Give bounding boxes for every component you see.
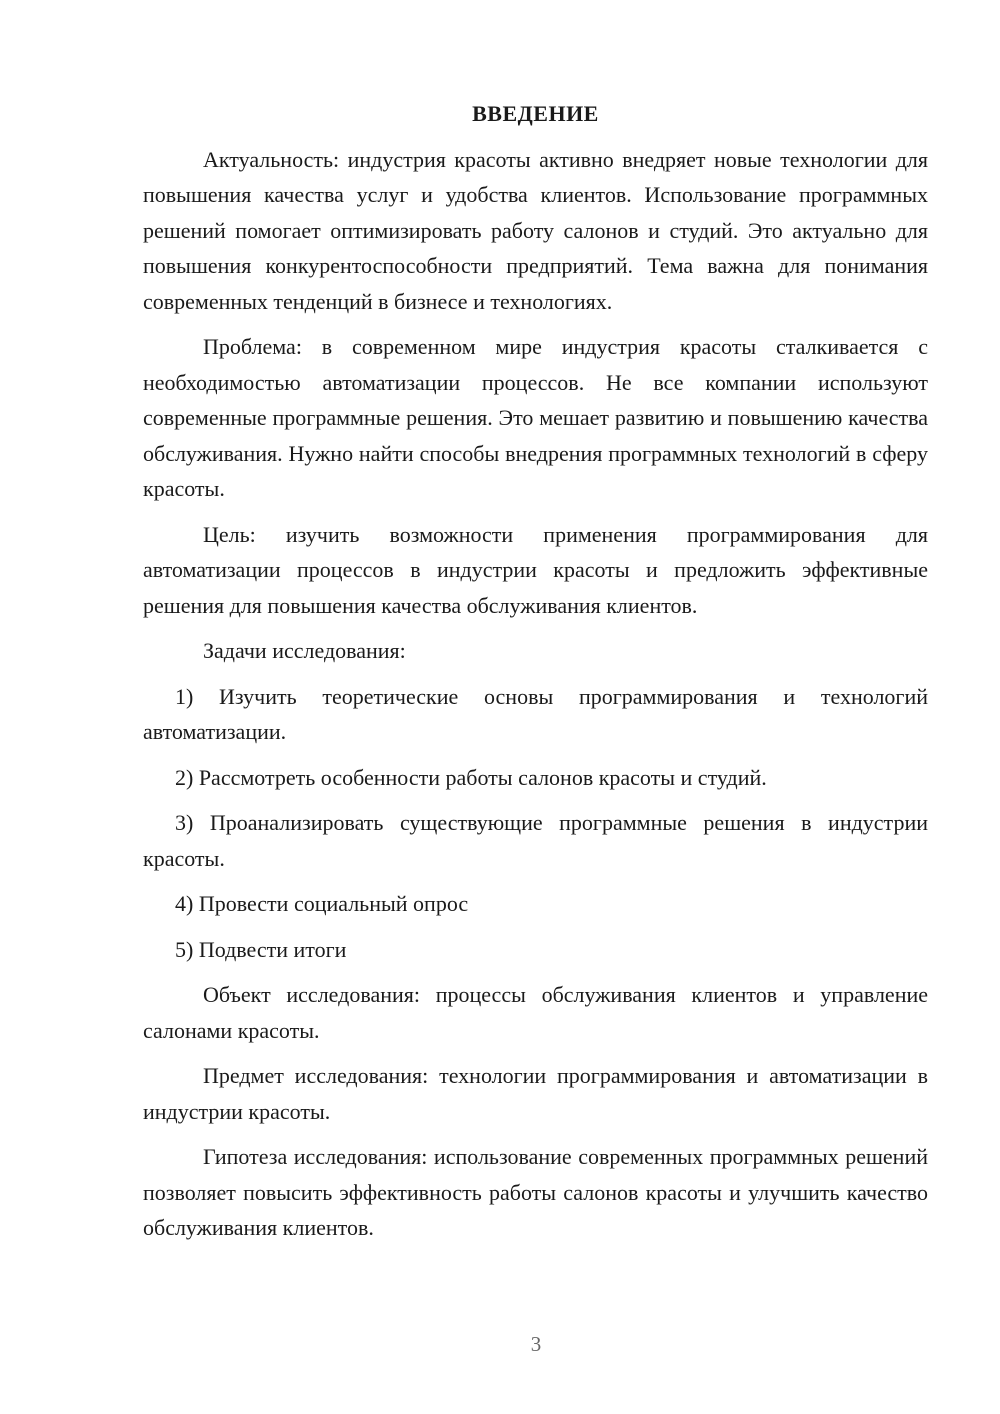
page-number: 3 [530, 1332, 542, 1356]
list-item: 3) Проанализировать существующие программные решения в индустрии красоты. [143, 810, 928, 871]
list-item: 2) Рассмотреть особенности работы салонов красоты и студий. [175, 764, 767, 790]
paragraph-problem: Проблема: в современном мире индустрия красоты сталкивается с необходимостью автоматизации процессов. Не все компании используют современные программные решения. Это мешает развитию и повышению качества обслуживания. Нужно найти способы внедрения программных технологий в сферу красоты. [143, 334, 928, 501]
list-item: 5) Подвести итоги [175, 936, 347, 962]
list-item: 1) Изучить теоретические основы программирования и технологий автоматизации. [143, 683, 928, 744]
list-item: 4) Провести социальный опрос [175, 891, 469, 916]
paragraph-object: Объект исследования: процессы обслуживания клиентов и управление салонами красоты. [143, 982, 928, 1043]
paragraph-hypothesis: Гипотеза исследования: использование современных программных решений позволяет повысить эффективность работы салонов красоты и улучшить качество обслуживания клиентов. [143, 1144, 928, 1240]
page-title: ВВЕДЕНИЕ [472, 101, 599, 126]
tasks-heading: Задачи исследования: [203, 638, 406, 663]
paragraph-relevance: Актуальность: индустрия красоты активно внедряет новые технологии для повышения качества услуг и удобства клиентов. Использование программных решений помогает оптимизировать работу салонов и студий. Это актуально для повышения конкурентоспособности предприятий. Тема важна для понимания современных тенденций в бизнесе и технологиях. [143, 146, 928, 314]
paragraph-subject: Предмет исследования: технологии программирования и автоматизации в индустрии красоты. [143, 1063, 928, 1124]
paragraph-goal: Цель: изучить возможности применения программирования для автоматизации процессов в индустрии красоты и предложить эффективные решения для повышения качества обслуживания клиентов. [143, 521, 928, 618]
tasks-list [143, 679, 928, 968]
document-page [143, 96, 928, 1256]
